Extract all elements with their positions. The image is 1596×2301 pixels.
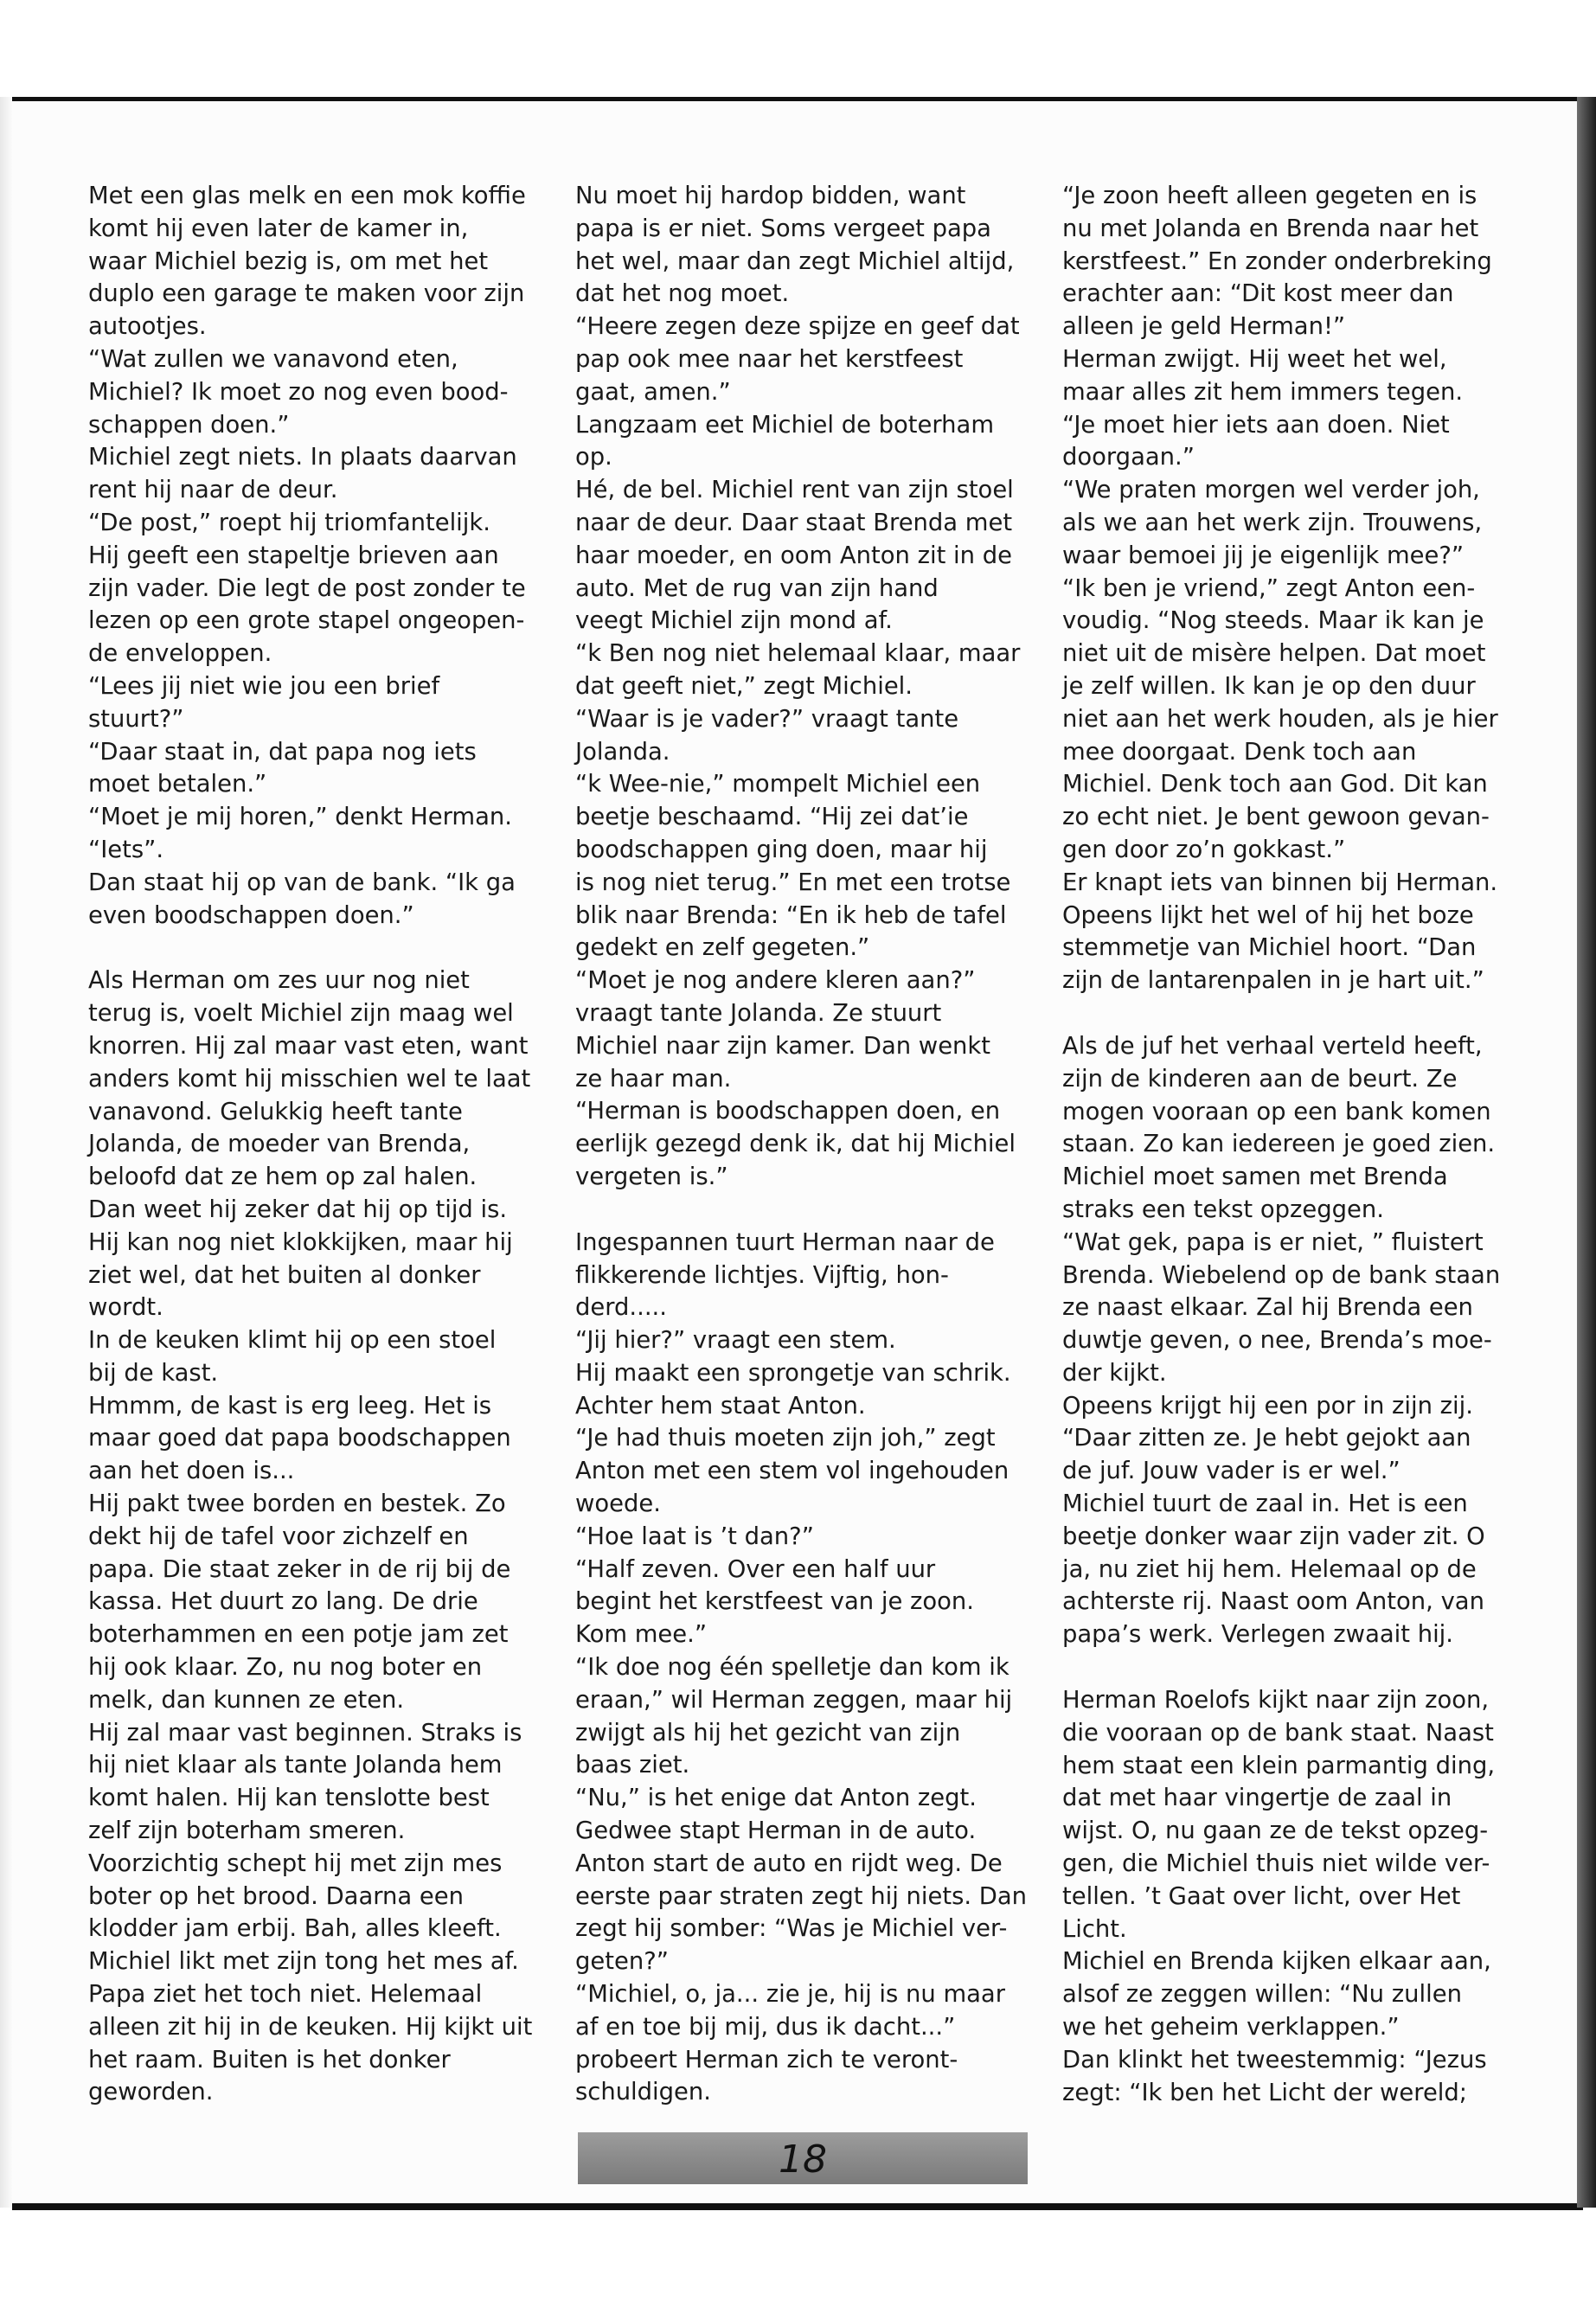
- text-line: hij niet klaar als tante Jolanda hem: [88, 1752, 503, 1779]
- text-line: “Nu,” is het enige dat Anton zegt.: [575, 1785, 977, 1812]
- text-line: Hmmm, de kast is erg leeg. Het is: [88, 1392, 492, 1420]
- text-line: “Lees jij niet wie jou een brief: [88, 672, 440, 700]
- text-line: Achter hem staat Anton.: [575, 1392, 866, 1420]
- text-line: “Hoe laat is ’t dan?”: [575, 1522, 814, 1550]
- text-line: haar moeder, en oom Anton zit in de: [575, 542, 1012, 569]
- text-line: Jolanda, de moeder van Brenda,: [88, 1131, 471, 1158]
- text-line: Als de juf het verhaal verteld heeft,: [1062, 1032, 1483, 1060]
- text-line: Er knapt iets van binnen bij Herman.: [1062, 868, 1498, 896]
- text-line: vanavond. Gelukkig heeft tante: [88, 1098, 463, 1125]
- text-line: ja, nu ziet hij hem. Helemaal op de: [1062, 1555, 1477, 1583]
- text-line: stuurt?”: [88, 705, 184, 733]
- text-line: wordt.: [88, 1294, 163, 1322]
- text-line: “Heere zegen deze spijze en geef dat: [575, 313, 1020, 341]
- text-line: dekt hij de tafel voor zichzelf en: [88, 1522, 469, 1550]
- text-line: boodschappen ging doen, maar hij: [575, 836, 988, 863]
- paragraph-break: [575, 1194, 1025, 1227]
- text-line: Papa ziet het toch niet. Helemaal: [88, 1981, 483, 2009]
- text-line: “Ik doe nog één spelletje dan kom ik: [575, 1654, 1010, 1682]
- text-line: boter op het brood. Daarna een: [88, 1882, 464, 1910]
- text-line: “Je moet hier iets aan doen. Niet: [1062, 411, 1450, 439]
- text-line: niet uit de misère helpen. Dat moet: [1062, 640, 1486, 668]
- text-line: we het geheim verklappen.”: [1062, 2014, 1400, 2041]
- text-line: even boodschappen doen.”: [88, 901, 414, 929]
- text-line: Dan klinkt het tweestemmig: “Jezus: [1062, 2046, 1487, 2073]
- text-line: Michiel tuurt de zaal in. Het is een: [1062, 1490, 1468, 1518]
- text-line: Michiel. Denk toch aan God. Dit kan: [1062, 771, 1488, 798]
- text-line: Hij zal maar vast beginnen. Straks is: [88, 1719, 522, 1747]
- text-line: melk, dan kunnen ze eten.: [88, 1686, 405, 1714]
- text-line: “Je zoon heeft alleen gegeten en is: [1062, 183, 1477, 209]
- text-line: papa’s werk. Verlegen zwaait hij.: [1062, 1621, 1453, 1649]
- text-line: geten?”: [575, 1948, 669, 1976]
- text-line: schuldigen.: [575, 2079, 711, 2106]
- text-line: niet aan het werk houden, als je hier: [1062, 705, 1498, 733]
- text-line: zegt: “Ik ben het Licht der wereld;: [1062, 2079, 1468, 2106]
- text-line: Herman zwijgt. Hij weet het wel,: [1062, 345, 1447, 373]
- text-line: waar bemoei jij je eigenlijk mee?”: [1062, 542, 1465, 569]
- text-line: baas ziet.: [575, 1752, 690, 1779]
- text-line: “Daar zitten ze. Je hebt gejokt aan: [1062, 1425, 1471, 1452]
- text-line: komt hij even later de kamer in,: [88, 215, 469, 242]
- text-line: flikkerende lichtjes. Vijftig, hon-: [575, 1261, 949, 1289]
- text-line: anders komt hij misschien wel te laat: [88, 1065, 531, 1093]
- text-line: woede.: [575, 1490, 661, 1518]
- text-line: zijn de lantarenpalen in je hart uit.”: [1062, 967, 1484, 995]
- text-line: kassa. Het duurt zo lang. De drie: [88, 1588, 478, 1616]
- text-line: voudig. “Nog steeds. Maar ik kan je: [1062, 607, 1484, 635]
- text-line: geworden.: [88, 2079, 214, 2106]
- text-line: de enveloppen.: [88, 640, 272, 668]
- text-line: “Waar is je vader?” vraagt tante: [575, 705, 959, 733]
- text-line: “Je had thuis moeten zijn joh,” zegt: [575, 1425, 996, 1452]
- text-line: Licht.: [1062, 1915, 1127, 1943]
- text-line: eraan,” wil Herman zeggen, maar hij: [575, 1686, 1013, 1714]
- text-line: rent hij naar de deur.: [88, 477, 338, 504]
- text-line: Michiel naar zijn kamer. Dan wenkt: [575, 1032, 991, 1060]
- text-column-2: [575, 180, 1028, 2109]
- text-line: Herman Roelofs kijkt naar zijn zoon,: [1062, 1687, 1490, 1715]
- text-line: vergeten is.”: [575, 1163, 728, 1190]
- text-line: veegt Michiel zijn mond af.: [575, 607, 893, 635]
- text-line: “Daar staat in, dat papa nog iets: [88, 738, 477, 766]
- text-line: zegt hij somber: “Was je Michiel ver-: [575, 1915, 1008, 1943]
- text-line: Voorzichtig schept hij met zijn mes: [88, 1849, 503, 1877]
- page-number: 18: [779, 2138, 827, 2182]
- page-left-edge: [0, 97, 12, 2208]
- text-line: Michiel zegt niets. In plaats daarvan: [88, 444, 517, 471]
- text-line: hij ook klaar. Zo, nu nog boter en: [88, 1654, 483, 1682]
- text-line: tellen. ’t Gaat over licht, over Het: [1062, 1882, 1461, 1910]
- text-line: Als Herman om zes uur nog niet: [88, 967, 470, 995]
- text-line: “Moet je mij horen,” denkt Herman.: [88, 804, 512, 831]
- text-line: schappen doen.”: [88, 411, 290, 439]
- text-line: probeert Herman zich te veront-: [575, 2046, 958, 2073]
- text-line: Jolanda.: [575, 738, 670, 766]
- text-line: Hij kan nog niet klokkijken, maar hij: [88, 1228, 513, 1256]
- text-line: naar de deur. Daar staat Brenda met: [575, 509, 1013, 536]
- text-line: begint het kerstfeest van je zoon.: [575, 1588, 974, 1616]
- text-line: het raam. Buiten is het donker: [88, 2046, 451, 2073]
- text-line: “Iets”.: [88, 836, 164, 863]
- text-line: Met een glas melk en een mok koffie: [88, 183, 526, 209]
- text-line: zijn de kinderen aan de beurt. Ze: [1062, 1065, 1458, 1093]
- text-line: zwijgt als hij het gezicht van zijn: [575, 1719, 961, 1747]
- text-line: duplo een garage te maken voor zijn: [88, 280, 525, 308]
- text-line: maar goed dat papa boodschappen: [88, 1425, 511, 1452]
- text-line: “De post,” roept hij triomfantelijk.: [88, 509, 490, 536]
- page-right-edge: [1577, 97, 1596, 2208]
- text-line: Hij maakt een sprongetje van schrik.: [575, 1359, 1011, 1387]
- text-line: Gedwee stapt Herman in de auto.: [575, 1817, 977, 1845]
- text-line: “Half zeven. Over een half uur: [575, 1555, 936, 1583]
- text-line: derd.....: [575, 1294, 667, 1322]
- text-line: duwtje geven, o nee, Brenda’s moe-: [1062, 1327, 1492, 1355]
- text-line: zijn vader. Die legt de post zonder te: [88, 574, 526, 602]
- text-line: Hij geeft een stapeltje brieven aan: [88, 542, 499, 569]
- text-line: Dan weet hij zeker dat hij op tijd is.: [88, 1195, 508, 1223]
- text-line: als we aan het werk zijn. Trouwens,: [1062, 509, 1483, 536]
- text-column-3: [1062, 180, 1512, 2109]
- text-line: “Michiel, o, ja... zie je, hij is nu maar: [575, 1981, 1005, 2009]
- text-line: Hij pakt twee borden en bestek. Zo: [88, 1490, 506, 1518]
- text-line: bij de kast.: [88, 1359, 219, 1387]
- text-line: papa is er niet. Soms vergeet papa: [575, 215, 991, 242]
- text-line: “k Ben nog niet helemaal klaar, maar: [575, 640, 1021, 668]
- text-line: auto. Met de rug van zijn hand: [575, 574, 939, 602]
- text-line: wijst. O, nu gaan ze de tekst opzeg-: [1062, 1817, 1489, 1845]
- text-line: gedekt en zelf gegeten.”: [575, 934, 870, 962]
- text-line: zo echt niet. Je bent gewoon gevan-: [1062, 804, 1490, 831]
- text-line: mee doorgaat. Denk toch aan: [1062, 738, 1417, 766]
- text-line: ze haar man.: [575, 1065, 732, 1093]
- text-line: dat geeft niet,” zegt Michiel.: [575, 672, 913, 700]
- text-line: Kom mee.”: [575, 1621, 708, 1649]
- text-line: pap ook mee naar het kerstfeest: [575, 345, 964, 373]
- text-line: boterhammen en een potje jam zet: [88, 1621, 509, 1649]
- text-line: Nu moet hij hardop bidden, want: [575, 183, 966, 209]
- text-line: Anton met een stem vol ingehouden: [575, 1458, 1010, 1485]
- text-line: beetje beschaamd. “Hij zei dat’ie: [575, 804, 969, 831]
- text-line: ziet wel, dat het buiten al donker: [88, 1261, 481, 1289]
- paragraph-break: [1062, 1651, 1512, 1684]
- text-line: gaat, amen.”: [575, 378, 731, 406]
- text-line: blik naar Brenda: “En ik heb de tafel: [575, 901, 1007, 929]
- text-line: dat het nog moet.: [575, 280, 790, 308]
- text-line: staan. Zo kan iedereen je goed zien.: [1062, 1131, 1496, 1158]
- text-line: Michiel en Brenda kijken elkaar aan,: [1062, 1948, 1491, 1976]
- text-column-1: [88, 180, 538, 2109]
- text-line: Ingespannen tuurt Herman naar de: [575, 1228, 995, 1256]
- text-line: Brenda. Wiebelend op de bank staan: [1062, 1261, 1501, 1289]
- text-line: Michiel moet samen met Brenda: [1062, 1163, 1448, 1191]
- text-line: mogen vooraan op een bank komen: [1062, 1098, 1491, 1125]
- text-line: lezen op een grote stapel ongeopen-: [88, 607, 525, 635]
- text-line: de juf. Jouw vader is er wel.”: [1062, 1458, 1401, 1485]
- text-line: kerstfeest.” En zonder onderbreking: [1062, 247, 1492, 275]
- text-line: waar Michiel bezig is, om met het: [88, 247, 489, 275]
- text-line: hem staat een klein parmantig ding,: [1062, 1752, 1496, 1779]
- text-line: maar alles zit hem immers tegen.: [1062, 378, 1464, 406]
- text-line: Opeens krijgt hij een por in zijn zij.: [1062, 1392, 1473, 1420]
- text-line: erachter aan: “Dit kost meer dan: [1062, 280, 1454, 308]
- text-line: aan het doen is...: [88, 1458, 295, 1485]
- text-line: komt halen. Hij kan tenslotte best: [88, 1785, 490, 1812]
- text-line: “Wat zullen we vanavond eten,: [88, 345, 458, 373]
- paragraph-break: [88, 932, 538, 965]
- text-line: moet betalen.”: [88, 771, 267, 798]
- text-line: op.: [575, 444, 612, 471]
- text-line: Michiel? Ik moet zo nog even bood-: [88, 378, 509, 406]
- text-line: zelf zijn boterham smeren.: [88, 1817, 406, 1845]
- text-line: dat met haar vingertje de zaal in: [1062, 1785, 1452, 1812]
- text-line: “We praten morgen wel verder joh,: [1062, 477, 1480, 504]
- text-line: der kijkt.: [1062, 1359, 1167, 1387]
- text-line: straks een tekst opzeggen.: [1062, 1195, 1384, 1223]
- text-line: terug is, voelt Michiel zijn maag wel: [88, 1000, 514, 1028]
- text-line: alleen zit hij in de keuken. Hij kijkt uit: [88, 2013, 533, 2041]
- text-line: “k Wee-nie,” mompelt Michiel een: [575, 771, 981, 798]
- text-line: achterste rij. Naast oom Anton, van: [1062, 1588, 1484, 1616]
- text-line: gen door zo’n gokkast.”: [1062, 836, 1346, 863]
- text-line: In de keuken klimt hij op een stoel: [88, 1327, 497, 1355]
- text-line: alleen je geld Herman!”: [1062, 313, 1346, 341]
- text-line: Michiel likt met zijn tong het mes af.: [88, 1948, 519, 1976]
- text-line: Hé, de bel. Michiel rent van zijn stoel: [575, 477, 1014, 504]
- text-line: stemmetje van Michiel hoort. “Dan: [1062, 934, 1477, 962]
- text-line: is nog niet terug.” En met een trotse: [575, 868, 1011, 896]
- text-line: gen, die Michiel thuis niet wilde ver-: [1062, 1850, 1490, 1878]
- text-line: “Wat gek, papa is er niet, ” fluistert: [1062, 1228, 1484, 1256]
- text-line: alsof ze zeggen willen: “Nu zullen: [1062, 1981, 1462, 2009]
- text-line: je zelf willen. Ik kan je op den duur: [1062, 672, 1476, 700]
- text-line: “Ik ben je vriend,” zegt Anton een-: [1062, 574, 1476, 602]
- paragraph-break: [1062, 997, 1512, 1030]
- text-line: eerste paar straten zegt hij niets. Dan: [575, 1882, 1028, 1910]
- text-line: autootjes.: [88, 313, 207, 341]
- text-line: het wel, maar dan zegt Michiel altijd,: [575, 247, 1015, 275]
- text-line: papa. Die staat zeker in de rij bij de: [88, 1555, 511, 1583]
- page-footer-bar: [578, 2132, 1028, 2184]
- text-line: nu met Jolanda en Brenda naar het: [1062, 215, 1479, 242]
- text-line: “Herman is boodschappen doen, en: [575, 1098, 1001, 1125]
- text-line: knorren. Hij zal maar vast eten, want: [88, 1032, 529, 1060]
- text-line: af en toe bij mij, dus ik dacht...”: [575, 2013, 956, 2041]
- text-line: “Jij hier?” vraagt een stem.: [575, 1327, 896, 1355]
- text-line: “Moet je nog andere kleren aan?”: [575, 967, 976, 995]
- text-line: vraagt tante Jolanda. Ze stuurt: [575, 999, 942, 1027]
- text-line: die vooraan op de bank staat. Naast: [1062, 1719, 1494, 1747]
- text-line: Opeens lijkt het wel of hij het boze: [1062, 901, 1474, 929]
- text-line: Langzaam eet Michiel de boterham: [575, 411, 995, 439]
- text-line: Anton start de auto en rijdt weg. De: [575, 1849, 1003, 1877]
- text-line: Dan staat hij op van de bank. “Ik ga: [88, 868, 516, 896]
- text-line: beloofd dat ze hem op zal halen.: [88, 1163, 478, 1191]
- text-line: doorgaan.”: [1062, 444, 1195, 471]
- text-line: ze naast elkaar. Zal hij Brenda een: [1062, 1294, 1473, 1322]
- text-line: klodder jam erbij. Bah, alles kleeft.: [88, 1915, 502, 1943]
- text-line: eerlijk gezegd denk ik, dat hij Michiel: [575, 1131, 1016, 1158]
- text-line: beetje donker waar zijn vader zit. O: [1062, 1522, 1485, 1550]
